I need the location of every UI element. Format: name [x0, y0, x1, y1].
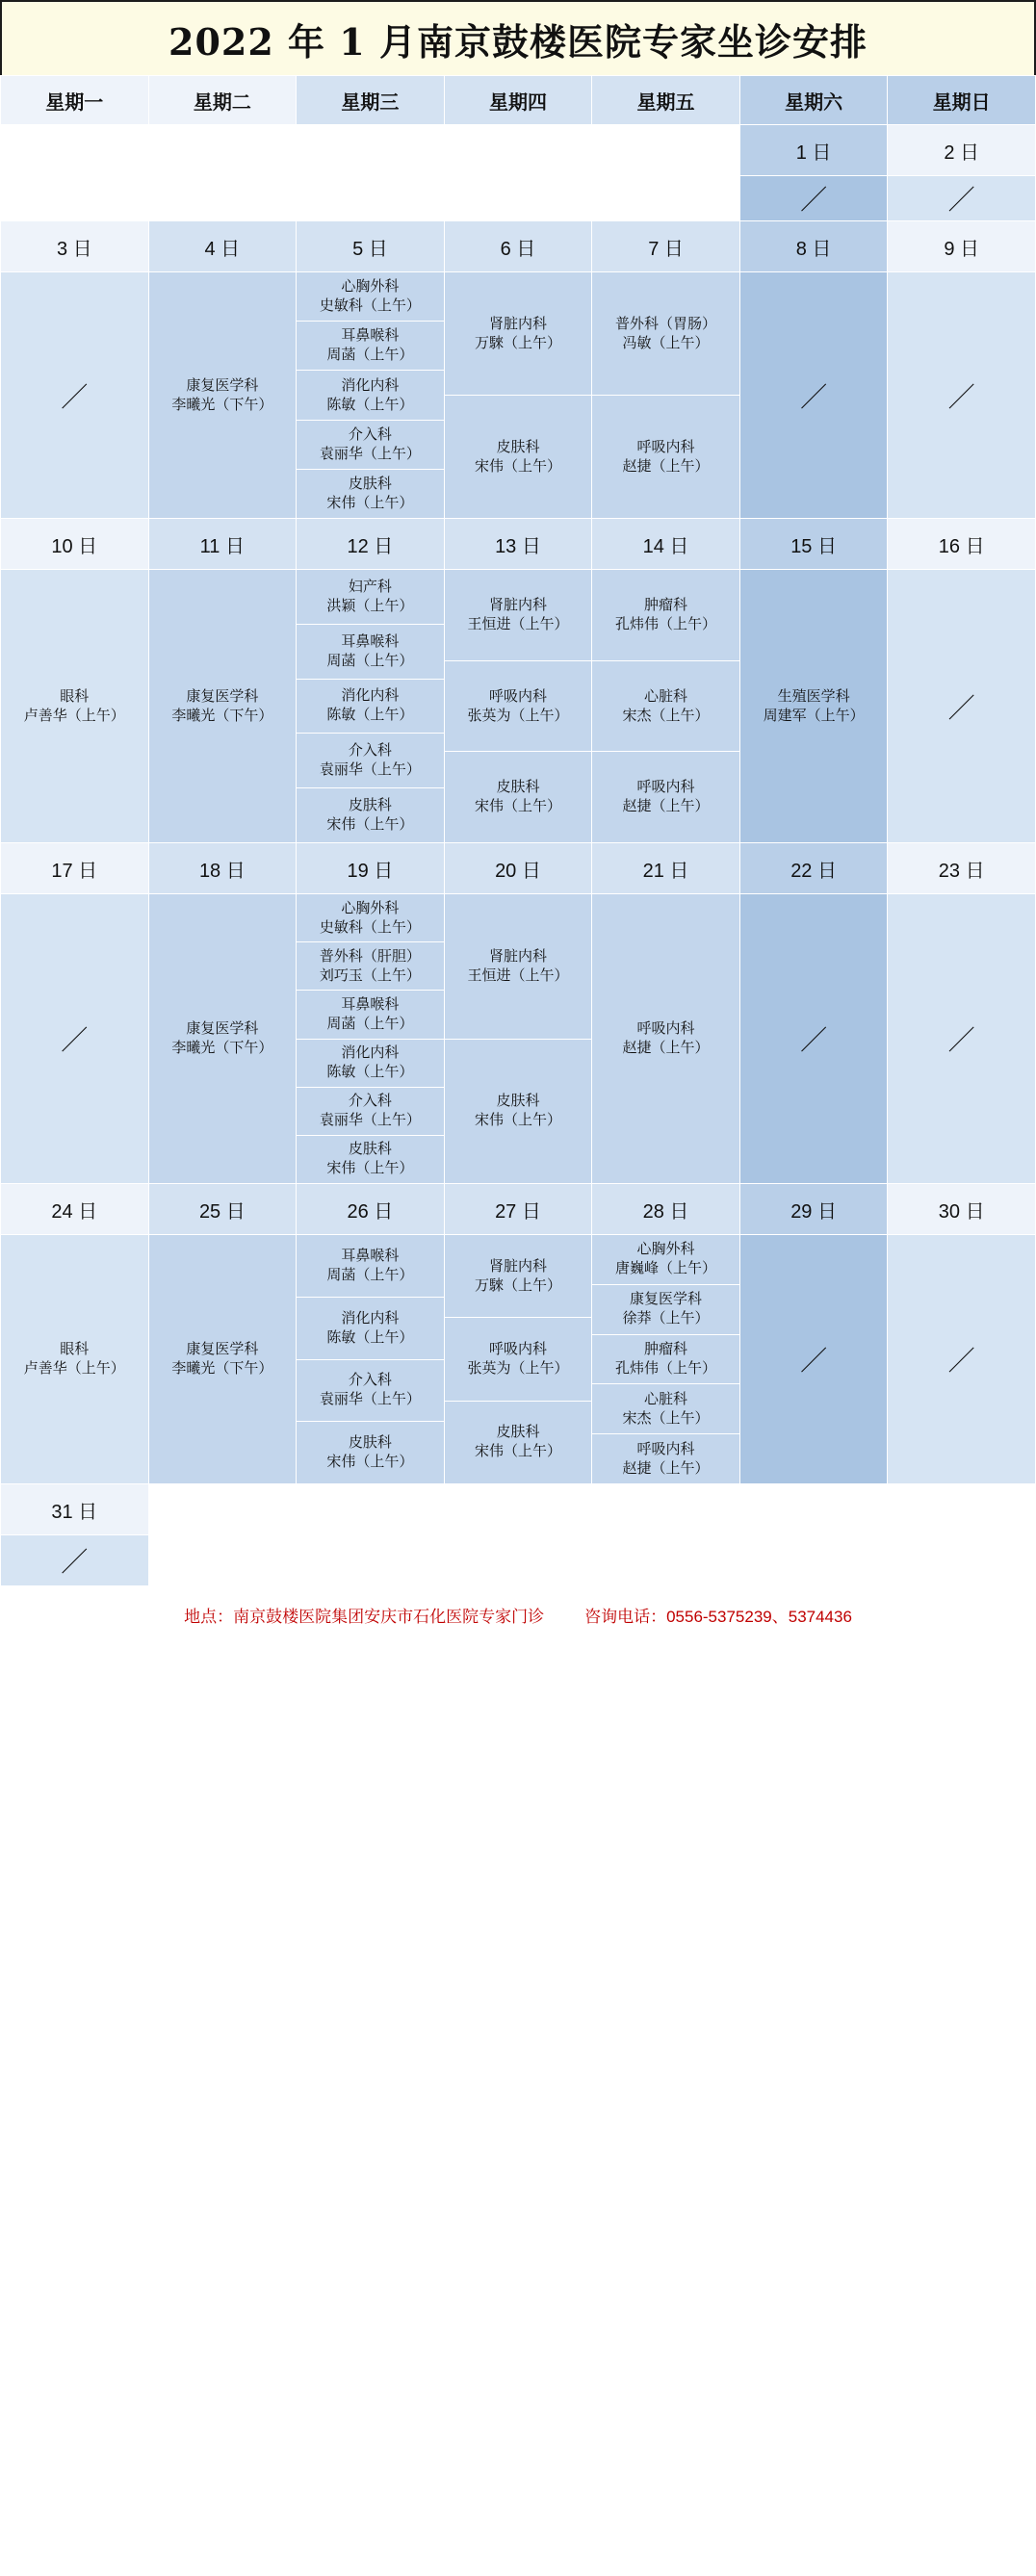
schedule-cell-empty [148, 1535, 297, 1586]
no-clinic-slash: ／ [61, 1546, 89, 1578]
day-cell-empty [592, 125, 740, 176]
schedule-cell-none [888, 176, 1036, 221]
appointment-entry[interactable] [592, 1434, 739, 1483]
appointment-entry[interactable] [592, 1384, 739, 1434]
schedule-cell-empty [148, 176, 297, 221]
day-number[interactable]: 31 日 [1, 1484, 149, 1535]
day-cell-empty [739, 1484, 888, 1535]
day-number[interactable]: 21 日 [592, 843, 740, 894]
schedule-cell [148, 272, 297, 519]
doctor-name: 袁丽华（上午） [319, 761, 421, 779]
doctor-name: 冯敏（上午） [622, 334, 710, 351]
footer-phone-label: 咨询电话： [584, 1607, 667, 1626]
day-cell-empty [444, 1484, 592, 1535]
day-number-row [1, 1184, 1036, 1235]
day-cell-empty [888, 1484, 1036, 1535]
appointment-entry[interactable] [297, 470, 444, 518]
department-name: 消化内科 [341, 1044, 400, 1062]
department-name: 心胸外科 [636, 1241, 695, 1258]
schedule-cell [297, 272, 445, 519]
department-name: 耳鼻喉科 [341, 1247, 400, 1264]
doctor-name: 卢善华（上午） [23, 707, 125, 724]
doctor-name: 李曦光（下午） [171, 1040, 273, 1056]
schedule-cell [739, 570, 888, 843]
department-name: 皮肤科 [496, 438, 540, 455]
schedule-cell [297, 1235, 445, 1484]
department-name: 普外科（肝胆） [319, 947, 421, 965]
day-number[interactable]: 29 日 [739, 1184, 888, 1235]
department-name: 肿瘤科 [644, 596, 688, 613]
doctor-name: 宋伟（上午） [326, 1160, 414, 1177]
doctor-name: 唐巍峰（上午） [615, 1260, 717, 1277]
day-number[interactable]: 1 日 [739, 125, 888, 176]
schedule-cell-empty [444, 1535, 592, 1586]
schedule-cell [148, 894, 297, 1184]
department-name: 耳鼻喉科 [341, 632, 400, 650]
schedule-cell [444, 1235, 592, 1484]
department-name: 皮肤科 [348, 1434, 392, 1452]
department-name: 呼吸内科 [636, 438, 695, 455]
day-number-row [1, 221, 1036, 272]
appointment-list [297, 894, 444, 1183]
day-number[interactable]: 28 日 [592, 1184, 740, 1235]
appointment-entry[interactable] [297, 1088, 444, 1136]
no-clinic-slash: ／ [947, 1024, 975, 1056]
no-clinic-slash: ／ [947, 380, 975, 413]
appointment-list [149, 570, 297, 842]
schedule-cell-none [1, 894, 149, 1184]
doctor-name: 赵捷（上午） [622, 1459, 710, 1477]
appointment-entry[interactable] [592, 1285, 739, 1335]
department-name: 介入科 [348, 1093, 392, 1110]
appointment-entry[interactable] [592, 1235, 739, 1285]
doctor-name: 洪颖（上午） [326, 597, 414, 614]
footer-location-label: 地点： [184, 1607, 234, 1626]
appointment-list [592, 894, 739, 1183]
schedule-cell [592, 894, 740, 1184]
department-name: 心脏科 [644, 687, 688, 705]
appointment-entry[interactable] [592, 661, 739, 753]
department-name: 皮肤科 [348, 797, 392, 814]
no-clinic-slash: ／ [947, 691, 975, 724]
schedule-cell-none [1, 272, 149, 519]
department-name: 介入科 [348, 1372, 392, 1389]
footer-location-value: 南京鼓楼医院集团安庆市石化医院专家门诊 [233, 1607, 545, 1626]
doctor-name: 宋伟（上午） [474, 1112, 561, 1129]
no-clinic-slash: ／ [947, 184, 975, 216]
appointment-entry[interactable] [1, 570, 148, 842]
page-title-bar [0, 0, 1036, 75]
schedule-cell-empty [592, 1535, 740, 1586]
no-clinic-slash: ／ [947, 1345, 975, 1377]
schedule-cell [592, 570, 740, 843]
day-number[interactable]: 10 日 [1, 519, 149, 570]
appointment-entry[interactable] [297, 1298, 444, 1360]
schedule-cell-none [739, 1235, 888, 1484]
doctor-name: 万騋（上午） [474, 334, 561, 351]
department-name: 介入科 [348, 742, 392, 760]
footer-phone-value: 0556-5375239、5374436 [666, 1607, 852, 1626]
no-clinic-slash: ／ [800, 380, 828, 413]
schedule-cell-none [739, 176, 888, 221]
appointment-entry[interactable] [445, 570, 592, 661]
appointment-entry[interactable] [149, 1235, 297, 1483]
day-number[interactable]: 27 日 [444, 1184, 592, 1235]
day-number[interactable]: 13 日 [444, 519, 592, 570]
department-name: 呼吸内科 [488, 687, 547, 705]
department-name: 肾脏内科 [488, 1257, 547, 1275]
doctor-name: 李曦光（下午） [171, 1360, 273, 1377]
schedule-row [1, 1535, 1036, 1586]
day-cell-empty [592, 1484, 740, 1535]
appointment-entry[interactable] [445, 272, 592, 396]
schedule-cell-none [888, 1235, 1036, 1484]
department-name: 生殖医学科 [777, 687, 850, 705]
weekday-header-tue: 星期二 [148, 76, 297, 125]
appointment-entry[interactable] [297, 894, 444, 942]
appointment-entry[interactable] [445, 1040, 592, 1184]
appointment-entry[interactable] [297, 625, 444, 680]
footer-phone [584, 1603, 852, 1627]
department-name: 消化内科 [341, 1309, 400, 1327]
department-name: 康复医学科 [186, 687, 259, 705]
department-name: 皮肤科 [348, 1141, 392, 1158]
appointment-entry[interactable] [297, 371, 444, 420]
doctor-name: 刘巧玉（上午） [319, 966, 421, 984]
no-clinic-slash: ／ [61, 380, 89, 413]
appointment-entry[interactable] [445, 661, 592, 753]
schedule-cell-empty [444, 176, 592, 221]
department-name: 康复医学科 [186, 1341, 259, 1357]
department-name: 心胸外科 [341, 899, 400, 916]
department-name: 消化内科 [341, 376, 400, 394]
department-name: 介入科 [348, 425, 392, 443]
schedule-cell [297, 570, 445, 843]
schedule-cell-none [888, 894, 1036, 1184]
department-name: 消化内科 [341, 687, 400, 705]
appointment-list [1, 1235, 148, 1483]
doctor-name: 宋伟（上午） [474, 1443, 561, 1460]
no-clinic-slash: ／ [800, 184, 828, 216]
day-number[interactable]: 14 日 [592, 519, 740, 570]
day-number[interactable]: 2 日 [888, 125, 1036, 176]
doctor-name: 袁丽华（上午） [319, 445, 421, 462]
schedule-cell-none [888, 570, 1036, 843]
doctor-name: 王恒进（上午） [467, 615, 569, 632]
department-name: 呼吸内科 [488, 1340, 547, 1357]
doctor-name: 孔炜伟（上午） [615, 615, 717, 632]
day-number[interactable]: 9 日 [888, 221, 1036, 272]
day-cell-empty [297, 1484, 445, 1535]
department-name: 皮肤科 [348, 475, 392, 492]
weekday-header-sat: 星期六 [739, 76, 888, 125]
doctor-name: 张英为（上午） [467, 1359, 569, 1377]
department-name: 眼科 [60, 1341, 90, 1357]
department-name: 呼吸内科 [636, 1440, 695, 1457]
doctor-name: 周建军（上午） [763, 707, 865, 724]
appointment-entry[interactable] [445, 396, 592, 518]
day-number[interactable]: 7 日 [592, 221, 740, 272]
day-cell-empty [297, 125, 445, 176]
doctor-name: 周菡（上午） [326, 347, 414, 364]
day-number[interactable]: 26 日 [297, 1184, 445, 1235]
footer-location [184, 1603, 544, 1627]
weekday-header-mon: 星期一 [1, 76, 149, 125]
doctor-name: 徐莽（上午） [622, 1310, 710, 1327]
appointment-entry[interactable] [592, 272, 739, 396]
appointment-list [149, 1235, 297, 1483]
schedule-cell-empty [592, 176, 740, 221]
day-number[interactable]: 16 日 [888, 519, 1036, 570]
department-name: 眼科 [60, 687, 90, 705]
appointment-entry[interactable] [297, 1136, 444, 1183]
schedule-cell [444, 272, 592, 519]
doctor-name: 王恒进（上午） [467, 966, 569, 984]
schedule-row [1, 176, 1036, 221]
doctor-name: 李曦光（下午） [171, 396, 273, 413]
page-title: 2022 年 1 月南京鼓楼医院专家坐诊安排 [168, 19, 868, 64]
appointment-entry[interactable] [149, 894, 297, 1183]
day-number-row [1, 843, 1036, 894]
day-cell-empty [148, 1484, 297, 1535]
day-number[interactable]: 12 日 [297, 519, 445, 570]
day-number-row [1, 1484, 1036, 1535]
schedule-row [1, 272, 1036, 519]
appointment-entry[interactable] [297, 1040, 444, 1088]
schedule-cell-empty [1, 176, 149, 221]
department-name: 肿瘤科 [644, 1340, 688, 1357]
day-number-row [1, 125, 1036, 176]
department-name: 肾脏内科 [488, 596, 547, 613]
appointment-entry[interactable] [1, 1235, 148, 1483]
doctor-name: 赵捷（上午） [622, 798, 710, 815]
appointment-list [297, 570, 444, 842]
department-name: 心胸外科 [341, 278, 400, 296]
day-number[interactable]: 8 日 [739, 221, 888, 272]
doctor-name: 陈敏（上午） [326, 1328, 414, 1346]
schedule-cell-empty [297, 1535, 445, 1586]
appointment-entry[interactable] [592, 894, 739, 1183]
doctor-name: 宋杰（上午） [622, 707, 710, 724]
appointment-list [740, 570, 888, 842]
day-cell-empty [148, 125, 297, 176]
appointment-entry[interactable] [445, 1318, 592, 1401]
schedule-row [1, 570, 1036, 843]
doctor-name: 宋伟（上午） [326, 1454, 414, 1471]
department-name: 肾脏内科 [488, 315, 547, 332]
schedule-row [1, 894, 1036, 1184]
schedule-cell-none [888, 272, 1036, 519]
department-name: 皮肤科 [496, 1093, 540, 1110]
appointment-entry[interactable] [149, 570, 297, 842]
doctor-name: 袁丽华（上午） [319, 1112, 421, 1129]
weekday-header-sun: 星期日 [888, 76, 1036, 125]
appointment-list [297, 272, 444, 518]
day-number[interactable]: 25 日 [148, 1184, 297, 1235]
schedule-row [1, 1235, 1036, 1484]
department-name: 康复医学科 [630, 1291, 703, 1308]
schedule-cell [148, 570, 297, 843]
department-name: 康复医学科 [186, 1020, 259, 1037]
appointment-list [592, 1235, 739, 1483]
department-name: 妇产科 [348, 578, 392, 595]
weekday-header-thu: 星期四 [444, 76, 592, 125]
day-number[interactable]: 23 日 [888, 843, 1036, 894]
appointment-list [149, 272, 297, 518]
doctor-name: 张英为（上午） [467, 707, 569, 724]
appointment-entry[interactable] [592, 1335, 739, 1385]
day-number[interactable]: 30 日 [888, 1184, 1036, 1235]
doctor-name: 宋伟（上午） [326, 494, 414, 511]
department-name: 皮肤科 [496, 779, 540, 796]
appointment-entry[interactable] [297, 942, 444, 991]
appointment-list [149, 894, 297, 1183]
appointment-list [445, 272, 592, 518]
appointment-entry[interactable] [297, 680, 444, 734]
appointment-entry[interactable] [445, 1402, 592, 1483]
department-name: 皮肤科 [496, 1424, 540, 1441]
appointment-entry[interactable] [297, 1422, 444, 1483]
schedule-cell-empty [297, 176, 445, 221]
doctor-name: 赵捷（上午） [622, 1040, 710, 1056]
appointment-entry[interactable] [297, 991, 444, 1039]
appointment-entry[interactable] [445, 752, 592, 842]
day-number-row [1, 519, 1036, 570]
doctor-name: 宋杰（上午） [622, 1409, 710, 1427]
appointment-list [297, 1235, 444, 1483]
day-number[interactable]: 11 日 [148, 519, 297, 570]
appointment-entry[interactable] [445, 894, 592, 1040]
day-number[interactable]: 19 日 [297, 843, 445, 894]
schedule-cell-none [739, 272, 888, 519]
department-name: 心脏科 [644, 1390, 688, 1407]
schedule-cell [148, 1235, 297, 1484]
appointment-entry[interactable] [149, 272, 297, 518]
doctor-name: 周菡（上午） [326, 652, 414, 669]
department-name: 呼吸内科 [636, 1020, 695, 1037]
appointment-entry[interactable] [592, 570, 739, 661]
appointment-list [592, 272, 739, 518]
no-clinic-slash: ／ [800, 1345, 828, 1377]
day-number[interactable]: 20 日 [444, 843, 592, 894]
appointment-list [445, 894, 592, 1183]
appointment-list [445, 570, 592, 842]
doctor-name: 宋伟（上午） [474, 457, 561, 475]
schedule-cell-empty [888, 1535, 1036, 1586]
department-name: 耳鼻喉科 [341, 327, 400, 345]
appointment-entry[interactable] [297, 788, 444, 842]
doctor-name: 宋伟（上午） [326, 816, 414, 834]
doctor-name: 赵捷（上午） [622, 457, 710, 475]
doctor-name: 陈敏（上午） [326, 396, 414, 413]
department-name: 普外科（胃肠） [615, 315, 717, 332]
appointment-entry[interactable] [297, 570, 444, 625]
schedule-cell [1, 1235, 149, 1484]
doctor-name: 万騋（上午） [474, 1276, 561, 1294]
doctor-name: 袁丽华（上午） [319, 1391, 421, 1408]
day-cell-empty [1, 125, 149, 176]
appointment-list [445, 1235, 592, 1483]
doctor-name: 陈敏（上午） [326, 707, 414, 724]
day-number[interactable]: 24 日 [1, 1184, 149, 1235]
department-name: 耳鼻喉科 [341, 995, 400, 1013]
day-number[interactable]: 6 日 [444, 221, 592, 272]
weekday-header-row [1, 76, 1036, 125]
appointment-list [592, 570, 739, 842]
day-number[interactable]: 17 日 [1, 843, 149, 894]
day-cell-empty [444, 125, 592, 176]
schedule-cell [592, 1235, 740, 1484]
appointment-list [1, 570, 148, 842]
doctor-name: 周菡（上午） [326, 1266, 414, 1283]
day-number[interactable]: 22 日 [739, 843, 888, 894]
appointment-entry[interactable] [297, 322, 444, 371]
department-name: 康复医学科 [186, 376, 259, 394]
day-number[interactable]: 3 日 [1, 221, 149, 272]
doctor-name: 史敏科（上午） [319, 918, 421, 936]
schedule-cell-none [739, 894, 888, 1184]
schedule-cell [444, 894, 592, 1184]
doctor-name: 周菡（上午） [326, 1015, 414, 1032]
schedule-table [0, 75, 1036, 1586]
schedule-cell [1, 570, 149, 843]
no-clinic-slash: ／ [61, 1024, 89, 1056]
schedule-cell [444, 570, 592, 843]
appointment-entry[interactable] [297, 734, 444, 788]
footer-note [0, 1586, 1036, 1642]
schedule-cell [297, 894, 445, 1184]
appointment-entry[interactable] [297, 1235, 444, 1298]
no-clinic-slash: ／ [800, 1024, 828, 1056]
day-number[interactable]: 5 日 [297, 221, 445, 272]
appointment-entry[interactable] [297, 1360, 444, 1423]
doctor-name: 李曦光（下午） [171, 707, 273, 724]
doctor-name: 孔炜伟（上午） [615, 1359, 717, 1377]
appointment-entry[interactable] [592, 752, 739, 842]
appointment-entry[interactable] [592, 396, 739, 518]
day-number[interactable]: 18 日 [148, 843, 297, 894]
appointment-entry[interactable] [297, 272, 444, 322]
doctor-name: 史敏科（上午） [319, 297, 421, 315]
doctor-name: 卢善华（上午） [23, 1360, 125, 1377]
weekday-header-fri: 星期五 [592, 76, 740, 125]
appointment-entry[interactable] [740, 570, 888, 842]
day-number[interactable]: 4 日 [148, 221, 297, 272]
schedule-body [1, 125, 1036, 1586]
day-number[interactable]: 15 日 [739, 519, 888, 570]
department-name: 肾脏内科 [488, 947, 547, 965]
department-name: 呼吸内科 [636, 779, 695, 796]
appointment-entry[interactable] [297, 421, 444, 470]
weekday-header-wed: 星期三 [297, 76, 445, 125]
doctor-name: 宋伟（上午） [474, 798, 561, 815]
schedule-cell-empty [739, 1535, 888, 1586]
doctor-name: 陈敏（上午） [326, 1064, 414, 1081]
schedule-cell [592, 272, 740, 519]
appointment-entry[interactable] [445, 1235, 592, 1318]
schedule-cell-none [1, 1535, 149, 1586]
